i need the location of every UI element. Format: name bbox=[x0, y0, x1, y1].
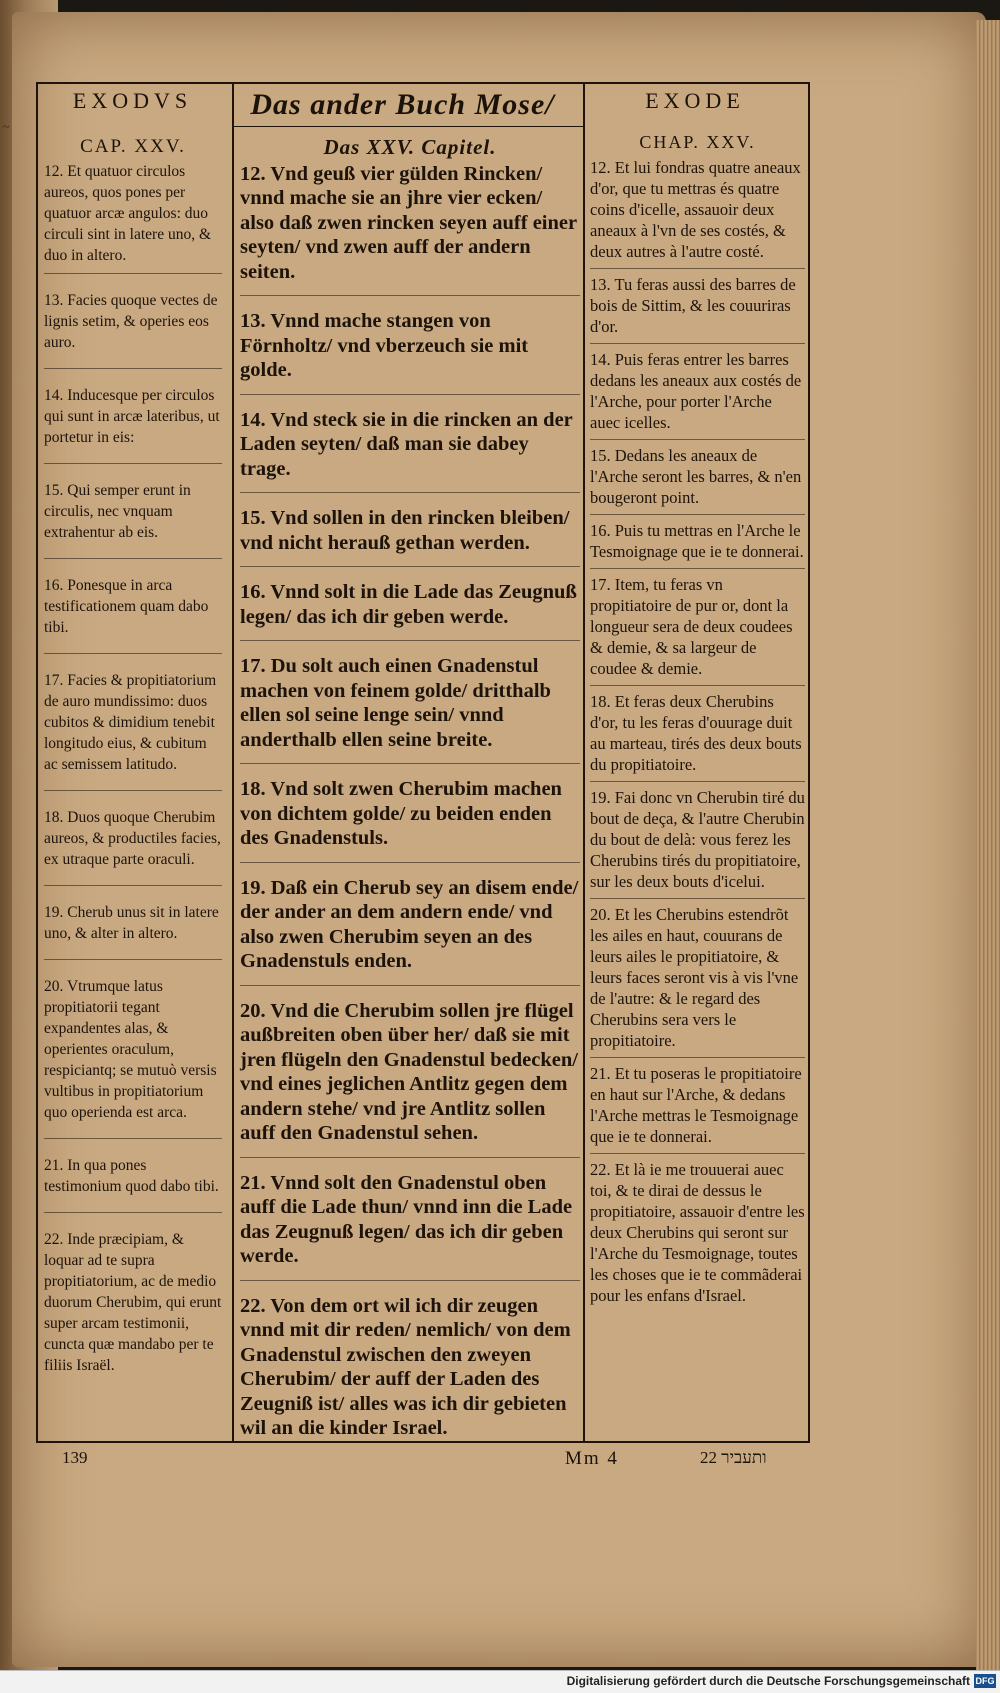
page-stack-edge bbox=[976, 20, 1000, 1680]
latin-verse: 21. In qua pones testimonium quod dabo tibi. bbox=[44, 1157, 219, 1195]
verse-separator bbox=[590, 781, 805, 782]
verse-separator bbox=[240, 1280, 580, 1281]
latin-verse: 18. Duos quoque Cherubim aureos, & productiles facies, ex utraque parte oraculi. bbox=[44, 809, 221, 868]
german-header-rule bbox=[232, 126, 585, 127]
verse-separator bbox=[240, 394, 580, 395]
french-verse: 14. Puis feras entrer les barres dedans les aneaux aux costés de l'Arche, pour porter l'Arche auec icelles. bbox=[590, 350, 802, 432]
running-head-french: EXODE bbox=[645, 88, 745, 113]
french-verse: 15. Dedans les aneaux de l'Arche seront les barres, & n'en bougeront point. bbox=[590, 446, 802, 507]
verse-separator bbox=[44, 653, 222, 654]
verse-separator bbox=[44, 790, 222, 791]
latin-german-divider bbox=[232, 82, 234, 1442]
verse-separator bbox=[590, 439, 805, 440]
latin-verse: 20. Vtrumque latus propitiatorii tegant expandentes alas, & operientes oraculum, respiciantq; se mutuò versis vultibus in propitiatorium quo operienda est arca. bbox=[44, 978, 217, 1121]
german-verse: 20. Vnd die Cherubim sollen jre flügel außbreiten oben über her/ daß sie mit jren flügeln den Gnadenstul bedecken/ vnd eines jeglichen Antlitz gegen dem andern stehe/ vnd jre Antlitz sollen auff den Gnadenstul sehen. bbox=[240, 999, 578, 1144]
german-verse: 22. Von dem ort wil ich dir zeugen vnnd mit dir reden/ nemlich/ von dem Gnadenstul zwischen den zweyen Cherubim/ der auff der Laden des Zeugniß ist/ alles was ich dir gebieten wil an die kinder Israel. bbox=[240, 1294, 571, 1439]
french-verse: 13. Tu feras aussi des barres de bois de Sittim, & les couuriras d'or. bbox=[590, 275, 796, 336]
german-chapter-heading: Das XXV. Capitel. bbox=[323, 135, 497, 159]
verse-separator bbox=[240, 295, 580, 296]
french-chapter-heading: CHAP. XXV. bbox=[639, 132, 756, 152]
frame-left-rule bbox=[36, 82, 38, 1442]
prev-page-scribble: ~ bbox=[2, 120, 10, 135]
german-column bbox=[240, 135, 580, 1466]
verse-separator bbox=[240, 566, 580, 567]
latin-verse: 19. Cherub unus sit in latere uno, & alter in altero. bbox=[44, 904, 219, 942]
verse-separator bbox=[44, 885, 222, 886]
german-french-divider bbox=[583, 82, 585, 1442]
german-verse: 14. Vnd steck sie in die rincken an der Laden seyten/ daß man sie dabey trage. bbox=[240, 408, 573, 480]
catchword: 22 ותעביר bbox=[700, 1448, 767, 1467]
latin-verse: 17. Facies & propitiatorium de auro mundissimo: duos cubitos & dimidium tenebit longitudo eius, & cubitum ac semissem latitudo. bbox=[44, 672, 217, 773]
verse-separator bbox=[590, 268, 805, 269]
german-verse: 13. Vnnd mache stangen von Förnholtz/ vnd vberzeuch sie mit golde. bbox=[240, 310, 529, 381]
verse-separator bbox=[590, 568, 805, 569]
german-verse: 12. Vnd geuß vier gülden Rincken/ vnnd mache sie an jhre vier ecken/ also daß zwen rincken seyen auff einer seyten/ vnd zwen auff der andern seiten. bbox=[240, 162, 577, 283]
french-verse: 12. Et lui fondras quatre aneaux d'or, que tu mettras és quatre coins d'icelle, assauoir deux aneaux à l'vn de ses costés, & deux autres à l'autre costé. bbox=[590, 158, 801, 261]
verse-separator bbox=[590, 514, 805, 515]
german-verse: 19. Daß ein Cherub sey an disem ende/ der ander an dem andern ende/ vnd also zwen Cherubim seyen an des Gnadenstuls enden. bbox=[240, 876, 579, 972]
digitization-credit-text: Digitalisierung gefördert durch die Deutsche Forschungsgemeinschaft bbox=[566, 1674, 970, 1688]
verse-separator bbox=[240, 640, 580, 641]
frame-right-rule bbox=[808, 82, 810, 1442]
french-column bbox=[590, 132, 805, 1318]
latin-verse: 14. Inducesque per circulos qui sunt in arcæ lateribus, ut portetur in eis: bbox=[44, 387, 220, 446]
verse-separator bbox=[240, 492, 580, 493]
verse-separator bbox=[240, 763, 580, 764]
verse-separator bbox=[240, 862, 580, 863]
verse-separator bbox=[590, 898, 805, 899]
latin-column bbox=[44, 136, 222, 1408]
digitization-credit-bar bbox=[0, 1670, 1000, 1693]
latin-verse: 15. Qui semper erunt in circulis, nec vnquam extrahentur ab eis. bbox=[44, 482, 191, 541]
french-verse: 19. Fai donc vn Cherubin tiré du bout de deça, & l'autre Cherubin du bout de delà: vous ferez les Cherubins tirés du propitiatoire, sur les deux bouts d'icelui. bbox=[590, 788, 805, 891]
verse-separator bbox=[44, 273, 222, 274]
latin-verse: 22. Inde præcipiam, & loquar ad te supra propitiatorium, ac de medio duorum Cherubim, qui erunt super arcam testimonii, cuncta quæ mandabo per te filiis Israël. bbox=[44, 1231, 222, 1374]
verse-separator bbox=[44, 368, 222, 369]
running-head-latin: EXODVS bbox=[72, 88, 193, 113]
verse-separator bbox=[44, 959, 222, 960]
german-verse: 17. Du solt auch einen Gnadenstul machen von feinem golde/ dritthalb ellen sol seine lenge sein/ vnnd anderthalb ellen seine breite. bbox=[240, 655, 551, 751]
latin-chapter-heading: CAP. XXV. bbox=[80, 136, 186, 157]
dfg-logo-icon: DFG bbox=[975, 1676, 995, 1686]
verse-separator bbox=[240, 1157, 580, 1158]
signature-mark: Mm 4 bbox=[565, 1448, 619, 1469]
german-verse: 18. Vnd solt zwen Cherubim machen von dichtem golde/ zu beiden enden des Gnadenstuls. bbox=[240, 778, 562, 849]
german-verse: 15. Vnd sollen in den rincken bleiben/ vnd nicht herauß gethan werden. bbox=[240, 507, 570, 554]
verse-separator bbox=[590, 1153, 805, 1154]
verse-separator bbox=[44, 1212, 222, 1213]
verse-separator bbox=[44, 558, 222, 559]
french-verse: 18. Et feras deux Cherubins d'or, tu les feras d'ouurage duit au marteau, tirés des deux bouts du propitiatoire. bbox=[590, 692, 802, 774]
verse-separator bbox=[240, 985, 580, 986]
french-verse: 21. Et tu poseras le propitiatoire en haut sur l'Arche, & dedans l'Arche mettras le Tesmoignage que ie te donnerai. bbox=[590, 1064, 802, 1146]
french-verse: 20. Et les Cherubins estendrõt les ailes en haut, couurans de leurs ailes le propitiatoire, & leurs faces seront vis à vis l'vne de l'autre: & le regard des Cherubins sera vers le propitiatoire. bbox=[590, 905, 799, 1050]
verse-separator bbox=[590, 343, 805, 344]
german-verse: 16. Vnnd solt in die Lade das Zeugnuß legen/ das ich dir geben werde. bbox=[240, 581, 577, 628]
verse-separator bbox=[44, 1138, 222, 1139]
verse-separator bbox=[44, 463, 222, 464]
french-verse: 17. Item, tu feras vn propitiatoire de pur or, dont la longueur sera de deux coudees & demie, & sa largeur de coudee & demie. bbox=[590, 575, 793, 678]
french-verse: 22. Et là ie me trouuerai auec toi, & te dirai de dessus le propitiatoire, assauoir d'entre les deux Cherubins qui seront sur l'Arche du Tesmoignage, toutes les choses que ie te commãderai pour les enfans d'Israel. bbox=[590, 1160, 805, 1305]
latin-verse: 12. Et quatuor circulos aureos, quos pones per quatuor arcæ angulos: duo circuli sint in latere uno, & duo in altero. bbox=[44, 163, 212, 264]
verse-separator bbox=[590, 1057, 805, 1058]
latin-verse: 13. Facies quoque vectes de lignis setim, & operies eos auro. bbox=[44, 292, 218, 351]
verse-separator bbox=[590, 685, 805, 686]
french-verse: 16. Puis tu mettras en l'Arche le Tesmoignage que ie te donnerai. bbox=[590, 521, 804, 561]
page-number: 139 bbox=[62, 1448, 88, 1467]
german-verse: 21. Vnnd solt den Gnadenstul oben auff die Lade thun/ vnnd inn die Lade das Zeugnuß legen/ das ich dir geben werde. bbox=[240, 1171, 573, 1267]
running-head-german: Das ander Buch Mose/ bbox=[250, 88, 555, 121]
latin-verse: 16. Ponesque in arca testificationem quam dabo tibi. bbox=[44, 577, 209, 636]
